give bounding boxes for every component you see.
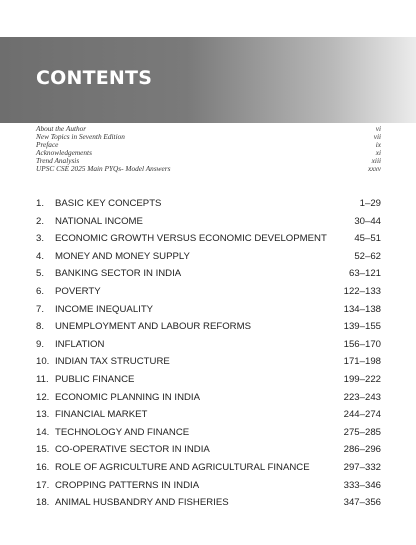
chapter-number: 10. (36, 356, 50, 368)
chapter-pages: 156–170 (343, 338, 381, 350)
chapter-title: CO-OPERATIVE SECTOR IN INDIA (55, 444, 210, 456)
chapter-list (36, 195, 381, 512)
chapter-item[interactable] (36, 213, 381, 231)
front-matter-page: xi (375, 148, 381, 157)
chapter-pages: 63–121 (348, 268, 381, 280)
chapter-number: 14. (36, 426, 50, 438)
chapter-title: PUBLIC FINANCE (55, 373, 135, 385)
chapter-item[interactable] (36, 406, 381, 424)
chapter-title: INDIAN TAX STRUCTURE (55, 356, 170, 368)
chapter-item[interactable] (36, 195, 381, 213)
chapter-item[interactable] (36, 248, 381, 266)
chapter-item[interactable] (36, 371, 381, 389)
front-matter-page: vii (373, 132, 381, 141)
front-matter-page: vi (375, 124, 381, 133)
front-matter-label: UPSC CSE 2025 Main PYQs- Model Answers (36, 164, 171, 173)
front-matter-page: ix (375, 140, 381, 149)
chapter-pages: 30–44 (354, 215, 381, 227)
chapter-number: 1. (36, 198, 45, 209)
chapter-item[interactable] (36, 353, 381, 371)
front-matter-label: About the Author (36, 124, 87, 133)
chapter-pages: 286–296 (343, 444, 381, 456)
chapter-item[interactable] (36, 389, 381, 407)
chapter-title: CROPPING PATTERNS IN INDIA (55, 479, 200, 491)
chapter-title: INFLATION (55, 338, 105, 350)
chapter-item[interactable] (36, 459, 381, 477)
chapter-item[interactable] (36, 336, 381, 354)
chapter-item[interactable] (36, 301, 381, 319)
page-title: CONTENTS (36, 67, 153, 89)
front-matter-label: New Topics in Seventh Edition (36, 132, 125, 141)
chapter-pages: 199–222 (343, 373, 381, 385)
chapter-number: 18. (36, 497, 50, 509)
chapter-number: 16. (36, 461, 50, 473)
chapter-number: 15. (36, 444, 50, 456)
chapter-item[interactable] (36, 318, 381, 336)
chapter-item[interactable] (36, 283, 381, 301)
chapter-item[interactable] (36, 477, 381, 495)
front-matter-page: xiii (371, 156, 381, 165)
chapter-number: 2. (36, 215, 45, 227)
chapter-title: UNEMPLOYMENT AND LABOUR REFORMS (55, 321, 251, 333)
chapter-pages: 171–198 (343, 356, 381, 368)
chapter-number: 13. (36, 409, 50, 421)
chapter-item[interactable] (36, 494, 381, 512)
front-matter-page: xxxv (368, 164, 381, 173)
chapter-item[interactable] (36, 441, 381, 459)
chapter-title: MONEY AND MONEY SUPPLY (55, 250, 190, 262)
chapter-title: ECONOMIC GROWTH VERSUS ECONOMIC DEVELOPMENT (55, 233, 327, 245)
chapter-pages: 139–155 (343, 321, 381, 333)
chapter-pages: 333–346 (343, 479, 381, 491)
chapter-pages: 275–285 (343, 426, 381, 438)
chapter-item[interactable] (36, 424, 381, 442)
chapter-pages: 45–51 (354, 233, 381, 245)
chapter-number: 12. (36, 391, 50, 403)
front-matter-label: Trend Analysis (36, 156, 80, 165)
chapter-number: 3. (36, 233, 45, 245)
chapter-number: 11. (36, 373, 49, 385)
chapter-title: NATIONAL INCOME (55, 215, 143, 227)
chapter-number: 6. (36, 285, 45, 297)
chapter-title: FINANCIAL MARKET (55, 409, 148, 421)
chapter-number: 17. (36, 479, 50, 491)
chapter-number: 7. (36, 303, 45, 315)
chapter-title: INCOME INEQUALITY (55, 303, 154, 315)
chapter-pages: 297–332 (343, 461, 381, 473)
chapter-pages: 223–243 (343, 391, 381, 403)
chapter-title: POVERTY (55, 285, 101, 297)
chapter-number: 5. (36, 268, 45, 280)
chapter-item[interactable] (36, 230, 381, 248)
front-matter-item[interactable] (36, 149, 381, 157)
chapter-pages: 347–356 (343, 497, 381, 509)
chapter-title: BASIC KEY CONCEPTS (55, 198, 162, 209)
front-matter-label: Preface (36, 140, 59, 149)
chapter-title: ECONOMIC PLANNING IN INDIA (55, 391, 200, 403)
chapter-title: ROLE OF AGRICULTURE AND AGRICULTURAL FINANCE (55, 461, 310, 473)
chapter-pages: 134–138 (343, 303, 381, 315)
chapter-number: 9. (36, 338, 45, 350)
chapter-number: 8. (36, 321, 45, 333)
chapter-title: ANIMAL HUSBANDRY AND FISHERIES (55, 497, 229, 509)
chapter-pages: 122–133 (343, 285, 381, 297)
front-matter-label: Acknowledgements (36, 148, 92, 157)
front-matter-item[interactable] (36, 165, 381, 173)
chapter-pages: 52–62 (354, 250, 381, 262)
chapter-number: 4. (36, 250, 45, 262)
chapter-title: BANKING SECTOR IN INDIA (55, 268, 182, 280)
front-matter-list (36, 125, 381, 173)
chapter-title: TECHNOLOGY AND FINANCE (55, 426, 190, 438)
front-matter-item[interactable] (36, 133, 381, 141)
chapter-pages: 1–29 (359, 198, 381, 209)
chapter-pages: 244–274 (343, 409, 381, 421)
chapter-item[interactable] (36, 265, 381, 283)
contents-banner (0, 37, 416, 123)
